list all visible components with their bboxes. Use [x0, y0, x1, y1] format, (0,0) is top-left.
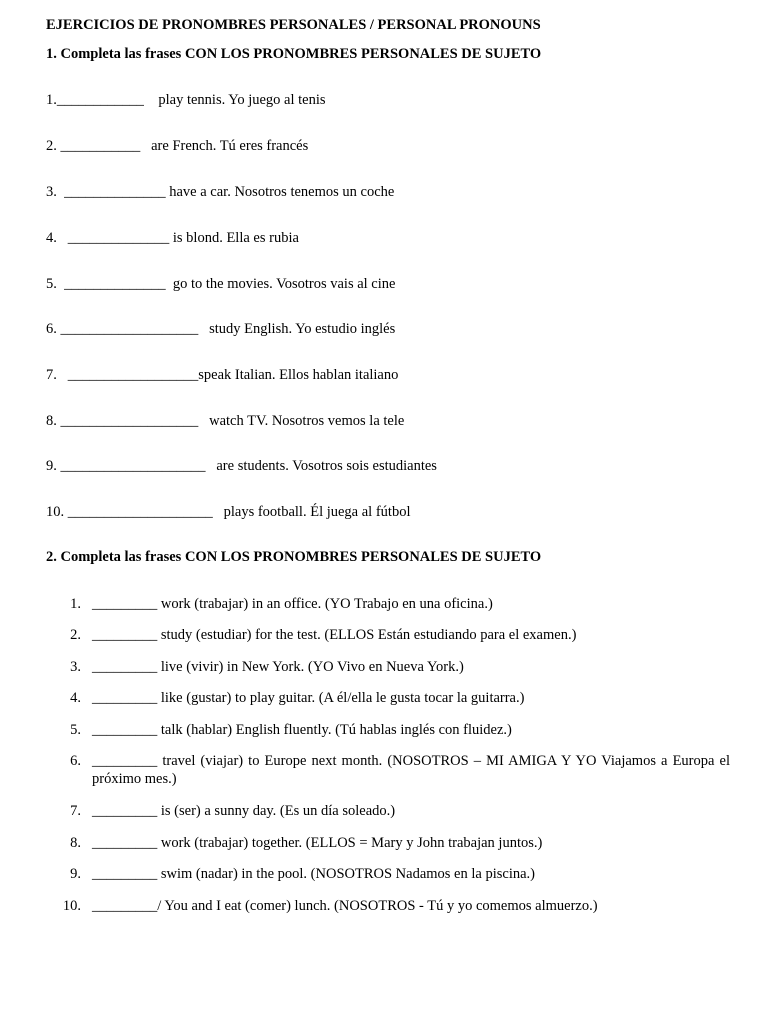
item-text: _________ study (estudiar) for the test. (ELLOS Están estudiando para el examen.): [92, 627, 577, 643]
section-1-heading: 1. Completa las frases CON LOS PRONOMBRES PERSONALES DE SUJETO: [46, 46, 542, 62]
item-number: 8.: [70, 835, 81, 851]
exercise-1-item-2: 2. ___________ are French. Tú eres francés: [46, 138, 309, 154]
item-text: _________ swim (nadar) in the pool. (NOSOTROS Nadamos en la piscina.): [92, 866, 535, 882]
item-number: 7.: [70, 803, 81, 819]
item-text: _________ like (gustar) to play guitar. (A él/ella le gusta tocar la guitarra.): [92, 690, 525, 706]
item-text: _________ travel (viajar) to Europe next month. (NOSOTROS – MI AMIGA Y YO Viajamos a Europa el próximo mes.): [92, 753, 730, 787]
item-number: 3.: [70, 659, 81, 675]
item-number: 10.: [62, 898, 81, 914]
item-text: _________ work (trabajar) together. (ELLOS = Mary y John trabajan juntos.): [92, 835, 543, 851]
exercise-1-item-4: 4. ______________ is blond. Ella es rubia: [46, 230, 299, 246]
exercise-1-item-7: 7. __________________speak Italian. Ellos hablan italiano: [46, 367, 399, 383]
item-text: _________ is (ser) a sunny day. (Es un día soleado.): [92, 803, 396, 819]
item-text: _________/ You and I eat (comer) lunch. (NOSOTROS - Tú y yo comemos almuerzo.): [92, 898, 598, 914]
document-title: EJERCICIOS DE PRONOMBRES PERSONALES / PERSONAL PRONOUNS: [46, 17, 541, 33]
exercise-1-item-1: 1.____________ play tennis. Yo juego al tenis: [46, 92, 326, 108]
item-number: 9.: [70, 866, 81, 882]
section-2-heading: 2. Completa las frases CON LOS PRONOMBRES PERSONALES DE SUJETO: [46, 549, 542, 565]
item-number: 4.: [70, 690, 81, 706]
exercise-1-item-8: 8. ___________________ watch TV. Nosotros vemos la tele: [46, 413, 405, 429]
exercise-1-item-9: 9. ____________________ are students. Vosotros sois estudiantes: [46, 458, 437, 474]
exercise-1-item-10: 10. ____________________ plays football. Él juega al fútbol: [46, 504, 411, 520]
item-number: 1.: [70, 596, 81, 612]
item-number: 5.: [70, 722, 81, 738]
item-number: 2.: [70, 627, 81, 643]
exercise-1-item-5: 5. ______________ go to the movies. Vosotros vais al cine: [46, 276, 396, 292]
item-text: _________ live (vivir) in New York. (YO Vivo en Nueva York.): [92, 659, 464, 675]
item-text: _________ work (trabajar) in an office. (YO Trabajo en una oficina.): [92, 596, 493, 612]
item-text: _________ talk (hablar) English fluently. (Tú hablas inglés con fluidez.): [92, 722, 512, 738]
item-number: 6.: [70, 753, 81, 769]
exercise-1-item-6: 6. ___________________ study English. Yo estudio inglés: [46, 321, 396, 337]
exercise-1-item-3: 3. ______________ have a car. Nosotros tenemos un coche: [46, 184, 395, 200]
